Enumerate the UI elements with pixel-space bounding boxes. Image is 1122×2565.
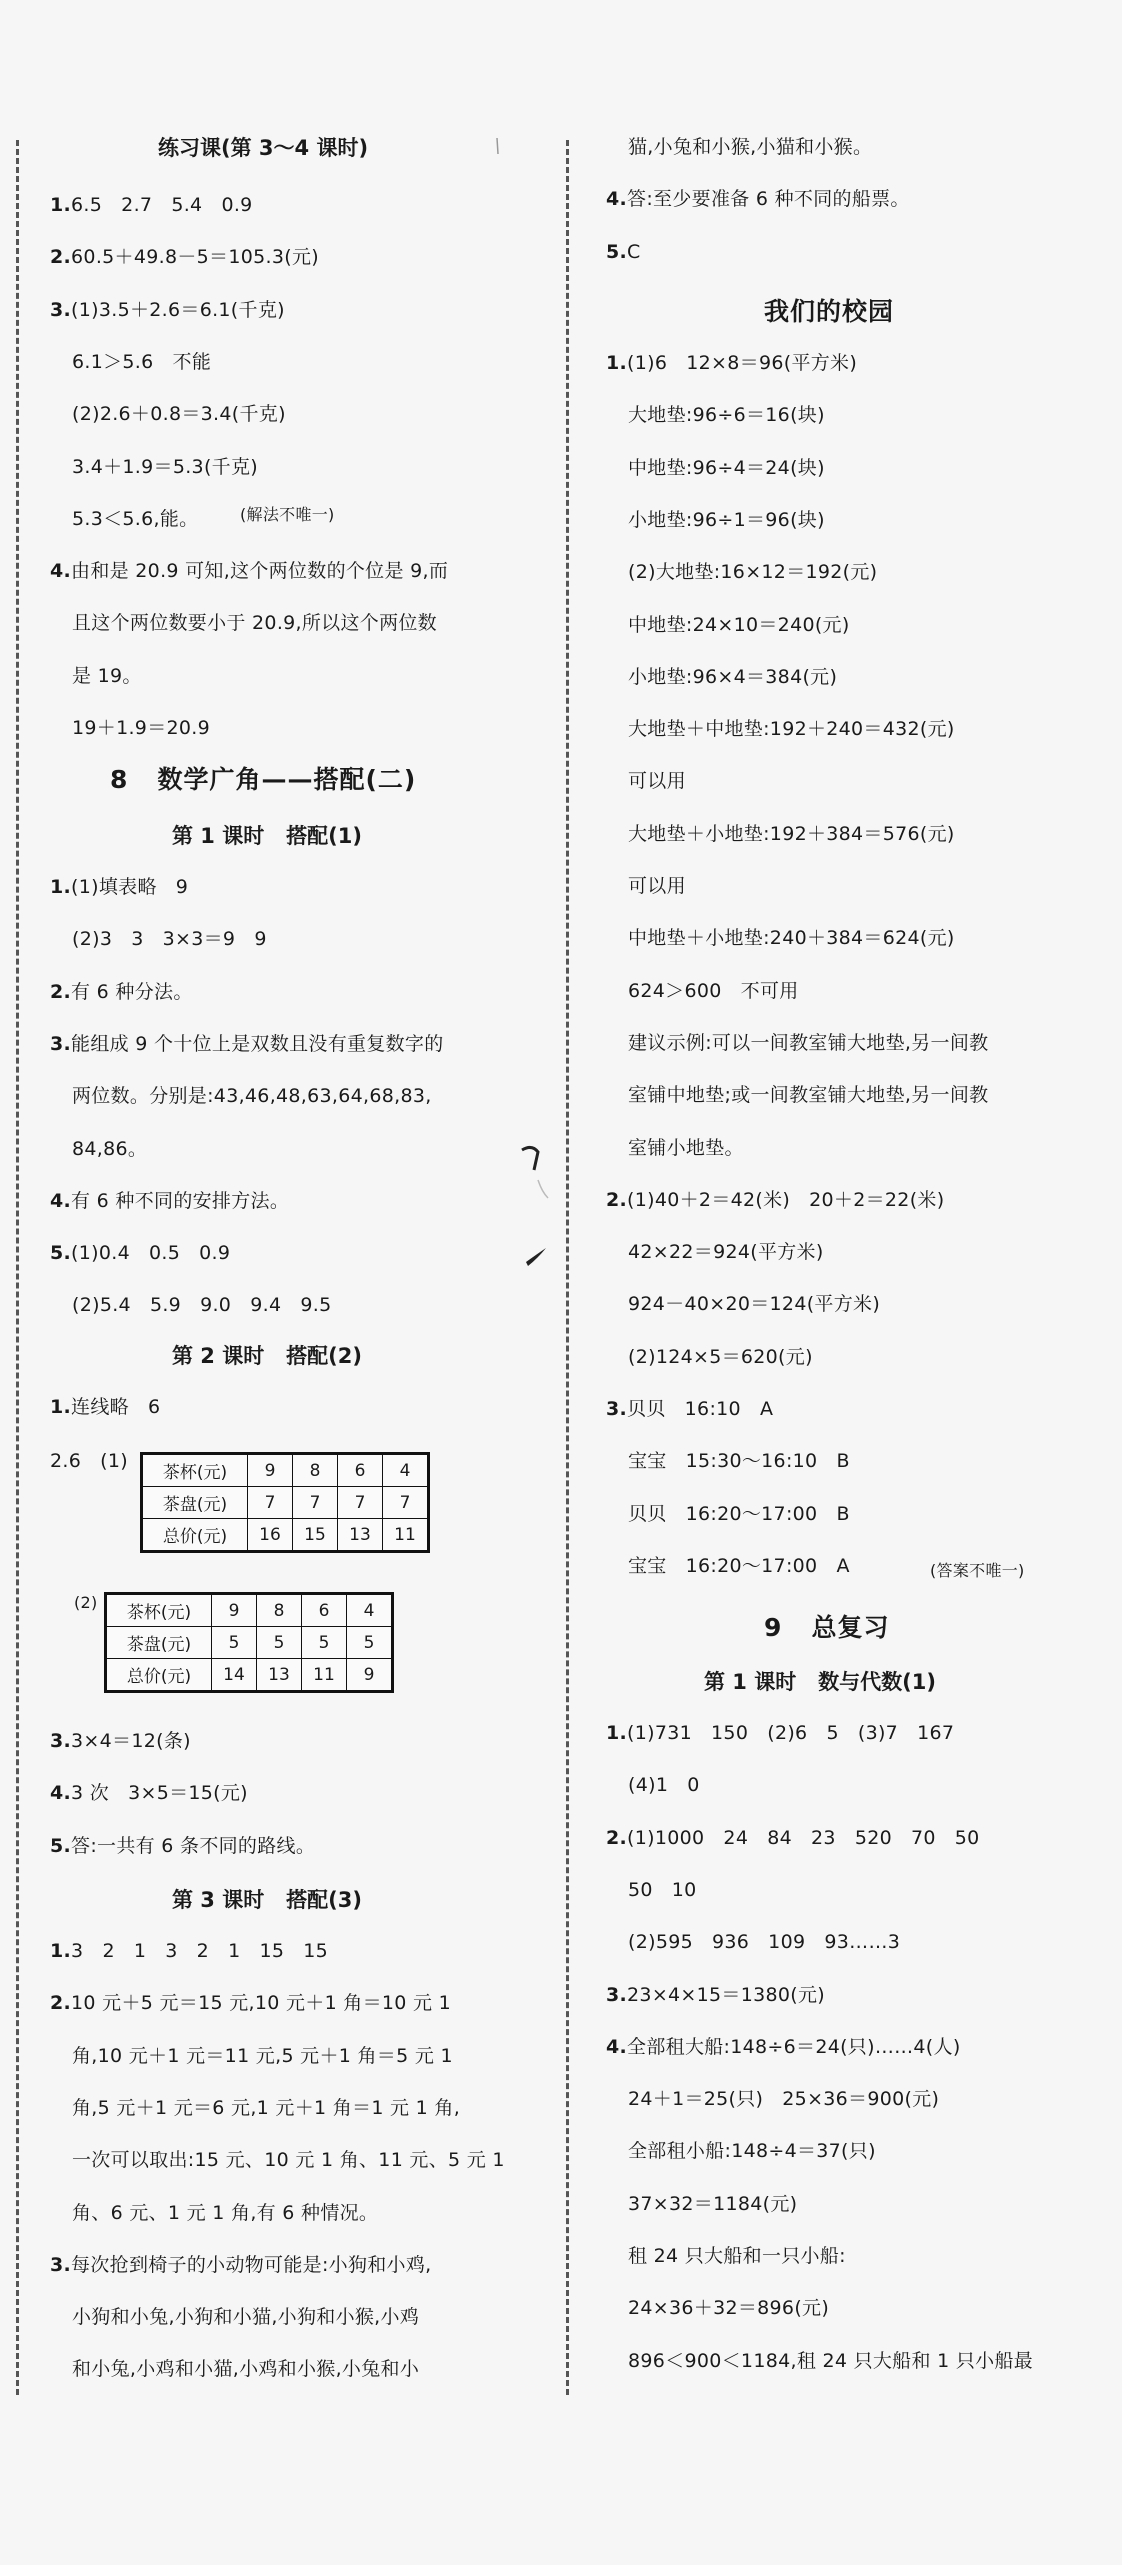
answer-text: 3 次 3×5＝15(元) [71,1782,248,1805]
answer-text: (2)3 3 3×3＝9 9 [72,928,267,951]
answer-line [628,821,955,847]
answer-text: (1)6 12×8＝96(平方米) [627,352,858,374]
answer-line [72,2147,505,2173]
answer-text: 可以用 [628,875,686,897]
section-title-campus: 我们的校园 [764,297,895,326]
answer-text: 50 10 [628,1878,697,1901]
answer-line [628,1082,988,1108]
row-label: 茶盘(元) [142,1487,248,1519]
answer-line [50,874,188,900]
answer-line [628,612,850,638]
answer-text: 3.4＋1.9＝5.3(千克) [72,455,258,478]
answer-text: 小地垫:96×4＝384(元) [628,665,838,688]
answer-line [72,2095,460,2121]
answer-line [50,558,448,584]
answer-text: 角,10 元＋1 元＝11 元,5 元＋1 角＝5 元 1 [72,2044,453,2067]
lesson-1-title: 第 1 课时 搭配(1) [172,824,362,848]
answer-text: 每次抢到椅子的小动物可能是:小狗和小鸡, [71,2253,432,2276]
answer-line [72,610,437,636]
answer-text: (2)5.4 5.9 9.0 9.4 9.5 [72,1294,332,1317]
lesson-3-title: 第 3 课时 搭配(3) [172,1888,362,1912]
answer-line [72,2043,453,2069]
answer-text: 24×36＋32＝896(元) [628,2297,830,2320]
answer-text: 是 19。 [72,664,142,687]
answer-line [628,716,955,742]
answer-line [50,1188,289,1214]
question-number: 2. [50,1992,72,2015]
table-cell: 11 [383,1519,429,1552]
answer-text: (1)731 150 (2)6 5 (3)7 167 [627,1722,955,1744]
answer-text: 建议示例:可以一间教室铺大地垫,另一间教 [628,1031,989,1054]
answer-line [628,768,686,794]
answer-text: 且这个两位数要小于 20.9,所以这个两位数 [72,612,437,635]
answer-line [628,873,686,899]
answer-line [628,455,825,481]
question-number: 2. [606,1826,628,1849]
table-cell: 13 [257,1659,302,1692]
answer-line [50,1780,248,1806]
answer-text: 由和是 20.9 可知,这个两位数的个位是 9,而 [71,560,449,583]
answer-line [50,1990,451,2016]
answer-text: (1)1000 24 84 23 520 70 50 [627,1826,980,1849]
answer-text: (1)40＋2＝42(米) 20＋2＝22(米) [627,1188,945,1211]
answer-line [628,2086,939,2112]
answer-line [606,1720,954,1746]
scan-speck [494,136,506,156]
question-number: 4. [606,2035,628,2058]
answer-line [50,2252,432,2278]
table-row [142,1454,429,1487]
table-cell: 5 [302,1627,347,1659]
answer-line [606,186,910,212]
question-number: 3. [50,298,72,321]
answer-text: 大地垫＋小地垫:192＋384＝576(元) [628,822,955,845]
answer-text: 可以用 [628,770,686,793]
question-number: 3. [50,2253,72,2276]
left-dashed-margin [16,140,19,2395]
answer-line [72,663,142,689]
answer-text: 和小兔,小鸡和小猫,小鸡和小猴,小兔和小 [72,2358,420,2381]
answer-text: 角、6 元、1 元 1 角,有 6 种情况。 [72,2201,379,2224]
table-cell: 4 [347,1594,393,1627]
table-cell: 7 [338,1487,383,1519]
row-label: 总价(元) [142,1519,248,1552]
answer-line: 1.连线略 6 [50,1396,161,1418]
answer-text: 全部租小船:148÷4＝37(只) [628,2140,876,2163]
table-cell: 11 [302,1659,347,1692]
answer-line [50,244,319,270]
question-number: 4. [606,188,628,211]
answer-line [628,2243,846,2269]
answer-text: (2)124×5＝620(元) [628,1345,813,1368]
answer-line [72,401,286,427]
answer-note: (答案不唯一) [930,1561,1025,1580]
answer-line [606,1396,773,1422]
answer-text: 中地垫＋小地垫:240＋384＝624(元) [628,927,955,950]
answer-text: 宝宝 16:20～17:00 A [628,1554,850,1577]
table-cell: 6 [302,1594,347,1627]
table-row [106,1627,393,1659]
answer-line [72,349,211,375]
answer-line [628,1135,744,1161]
answer-line [628,1553,850,1579]
table-cell: 4 [383,1454,429,1487]
answer-line [72,506,198,532]
answer-text: 24＋1＝25(只) 25×36＝900(元) [628,2088,940,2111]
answer-text: 小狗和小兔,小狗和小猫,小狗和小猴,小鸡 [72,2306,420,2329]
row-label: 茶杯(元) [106,1594,212,1627]
answer-text: 答:至少要准备 6 种不同的船票。 [627,188,910,211]
answer-text: (2)595 936 109 93……3 [628,1931,901,1954]
answer-line [72,454,258,480]
table-cell: 7 [383,1487,429,1519]
answer-line [72,1083,432,1109]
section-title-practice: 练习课(第 3～4 课时) [158,136,369,160]
table-cell: 13 [338,1519,383,1552]
answer-line [606,1187,944,1213]
answer-text: (2)大地垫:16×12＝192(元) [628,561,878,584]
center-dashed-divider [566,140,569,2395]
table-row [142,1487,429,1519]
answer-text: 答:一共有 6 条不同的路线。 [71,1834,316,1857]
answer-text: 37×32＝1184(元) [628,2192,798,2215]
answer-line [628,1030,988,1056]
table-cell: 8 [293,1454,338,1487]
answer-text: 宝宝 15:30～16:10 B [628,1450,850,1473]
answer-text: 3×4＝12(条) [71,1730,191,1752]
answer-text: 624＞600 不可用 [628,979,799,1002]
lesson-2-title: 第 2 课时 搭配(2) [172,1344,362,1368]
answer-line [50,1833,315,1859]
question-number: 1. [50,876,72,898]
chapter-8-title: 8 数学广角——搭配(二) [110,765,417,794]
answer-line [628,2191,797,2217]
answer-line [606,350,857,376]
answer-text: 60.5＋49.8－5＝105.3(元) [71,246,319,269]
answer-line [628,978,799,1004]
answer-line [606,1982,825,2008]
table-cell: 9 [347,1659,393,1692]
answer-text: (1)填表略 9 [71,876,189,898]
question-number: 2. [50,246,72,269]
answer-line [72,715,210,741]
answer-text: C [627,240,641,263]
table-cell: 5 [347,1627,393,1659]
answer-text: 猫,小兔和小猴,小猫和小猴。 [628,136,873,158]
answer-line [606,239,641,265]
table-cell: 7 [248,1487,293,1519]
answer-text: 大地垫＋中地垫:192＋240＝432(元) [628,718,955,741]
answer-line [628,559,877,585]
answer-text: (4)1 0 [628,1774,700,1797]
solution-note: (解法不唯一) [240,505,335,524]
question-number: 3. [606,1398,628,1420]
question-number: 3. [50,1730,72,1752]
answer-line [628,1239,824,1265]
answer-line [50,297,285,323]
question-number: 1. [606,1722,628,1744]
table-cell: 6 [338,1454,383,1487]
question-number: 2. [50,980,72,1003]
answer-line [50,1240,230,1266]
answer-line [628,1344,813,1370]
answer-line [628,664,837,690]
answer-text: 角,5 元＋1 元＝6 元,1 元＋1 角＝1 元 1 角, [72,2096,461,2119]
answer-text: (1)0.4 0.5 0.9 [71,1242,231,1265]
answer-text: 租 24 只大船和一只小船: [628,2245,846,2267]
question-number: 5. [606,240,628,263]
answer-line [72,2356,419,2382]
answer-line [72,2304,419,2330]
answer-text: 全部租大船:148÷6＝24(只)……4(人) [627,2035,961,2058]
question-number: 5. [50,1242,72,1265]
question-number: 3. [606,1983,628,2006]
answer-text: 大地垫:96÷6＝16(块) [628,404,825,427]
question-number: 2. [606,1188,628,1211]
answer-text: 42×22＝924(平方米) [628,1241,824,1264]
answer-text: 有 6 种不同的安排方法。 [71,1189,290,1212]
answer-text: 贝贝 16:20～17:00 B [628,1502,850,1525]
answer-line [72,1292,331,1318]
table-row [142,1519,429,1552]
question-number: 4. [50,1189,72,1212]
chapter-9-title: 9 总复习 [764,1613,890,1642]
answer-text: 23×4×15＝1380(元) [627,1983,826,2006]
answer-text: (1)3.5＋2.6＝6.1(千克) [71,298,285,321]
table-cell: 5 [257,1627,302,1659]
answer-text: 5.3＜5.6,能。 [72,507,199,530]
answer-line [72,1136,147,1162]
answer-text: 中地垫:96÷4＝24(块) [628,456,825,479]
answer-line [628,1448,850,1474]
answer-text: 84,86。 [72,1137,148,1160]
answer-line [606,2034,961,2060]
answer-line [628,925,955,951]
answer-text: 两位数。分别是:43,46,48,63,64,68,83, [72,1085,432,1108]
answer-text: 中地垫:24×10＝240(元) [628,613,850,636]
answer-text: 能组成 9 个十位上是双数且没有重复数字的 [71,1032,444,1055]
answer-text: 10 元＋5 元＝15 元,10 元＋1 角＝10 元 1 [71,1992,452,2015]
answer-line [628,1772,700,1798]
table-cell: 8 [257,1594,302,1627]
table-cell: 16 [248,1519,293,1552]
question-number: 1. [606,352,628,374]
answer-line [628,402,825,428]
answer-line [628,507,825,533]
answer-line [50,1938,328,1964]
answer-line [50,192,253,218]
table-row [106,1594,393,1627]
question-number: 1. [50,194,72,216]
table-cell: 7 [293,1487,338,1519]
price-table-2 [104,1592,394,1693]
answer-line [628,2295,829,2321]
answer-line [72,2200,378,2226]
table-cell: 9 [212,1594,257,1627]
question-number: 3. [50,1032,72,1055]
answer-line [72,926,267,952]
answer-line [628,1877,697,1903]
answer-text: 6.1＞5.6 不能 [72,350,212,373]
answer-line [50,1728,191,1754]
answer-line [628,134,872,160]
table-cell: 5 [212,1627,257,1659]
answer-text: 小地垫:96÷1＝96(块) [628,508,825,531]
table-row [106,1659,393,1692]
answer-line [50,979,193,1005]
answer-text: 室铺中地垫;或一间教室铺大地垫,另一间教 [628,1084,989,1107]
question-number: 5. [50,1834,72,1857]
ink-smudge-mark [518,1140,558,1270]
answer-line [628,1929,900,1955]
answer-text: 有 6 种分法。 [71,980,193,1003]
answer-line [50,1031,444,1057]
answer-text: 室铺小地垫。 [628,1136,744,1159]
answer-line [628,2138,876,2164]
answer-text: (2)2.6＋0.8＝3.4(千克) [72,403,286,426]
answer-text: 3 2 1 3 2 1 15 15 [71,1940,329,1962]
price-table-1 [140,1452,430,1553]
question-number: 1. [50,1940,72,1962]
answer-text: 6.5 2.7 5.4 0.9 [71,194,253,216]
question-number: 4. [50,560,72,583]
row-label: 茶杯(元) [142,1454,248,1487]
table-2-label: (2) [74,1593,98,1612]
row-label: 总价(元) [106,1659,212,1692]
answer-line: 2.6 (1) [50,1450,128,1472]
answer-text: 贝贝 16:10 A [627,1398,774,1420]
table-cell: 9 [248,1454,293,1487]
answer-line [628,2348,1033,2374]
answer-text: 924－40×20＝124(平方米) [628,1293,881,1316]
review-lesson-1-title: 第 1 课时 数与代数(1) [704,1670,936,1694]
table-cell: 15 [293,1519,338,1552]
table-cell: 14 [212,1659,257,1692]
answer-line [606,1825,980,1851]
answer-text: 19＋1.9＝20.9 [72,717,210,739]
question-number: 4. [50,1782,72,1805]
answer-line [628,1291,880,1317]
answer-text: 一次可以取出:15 元、10 元 1 角、11 元、5 元 1 [72,2149,505,2172]
row-label: 茶盘(元) [106,1627,212,1659]
answer-text: 896＜900＜1184,租 24 只大船和 1 只小船最 [628,2349,1034,2372]
answer-line [628,1501,850,1527]
